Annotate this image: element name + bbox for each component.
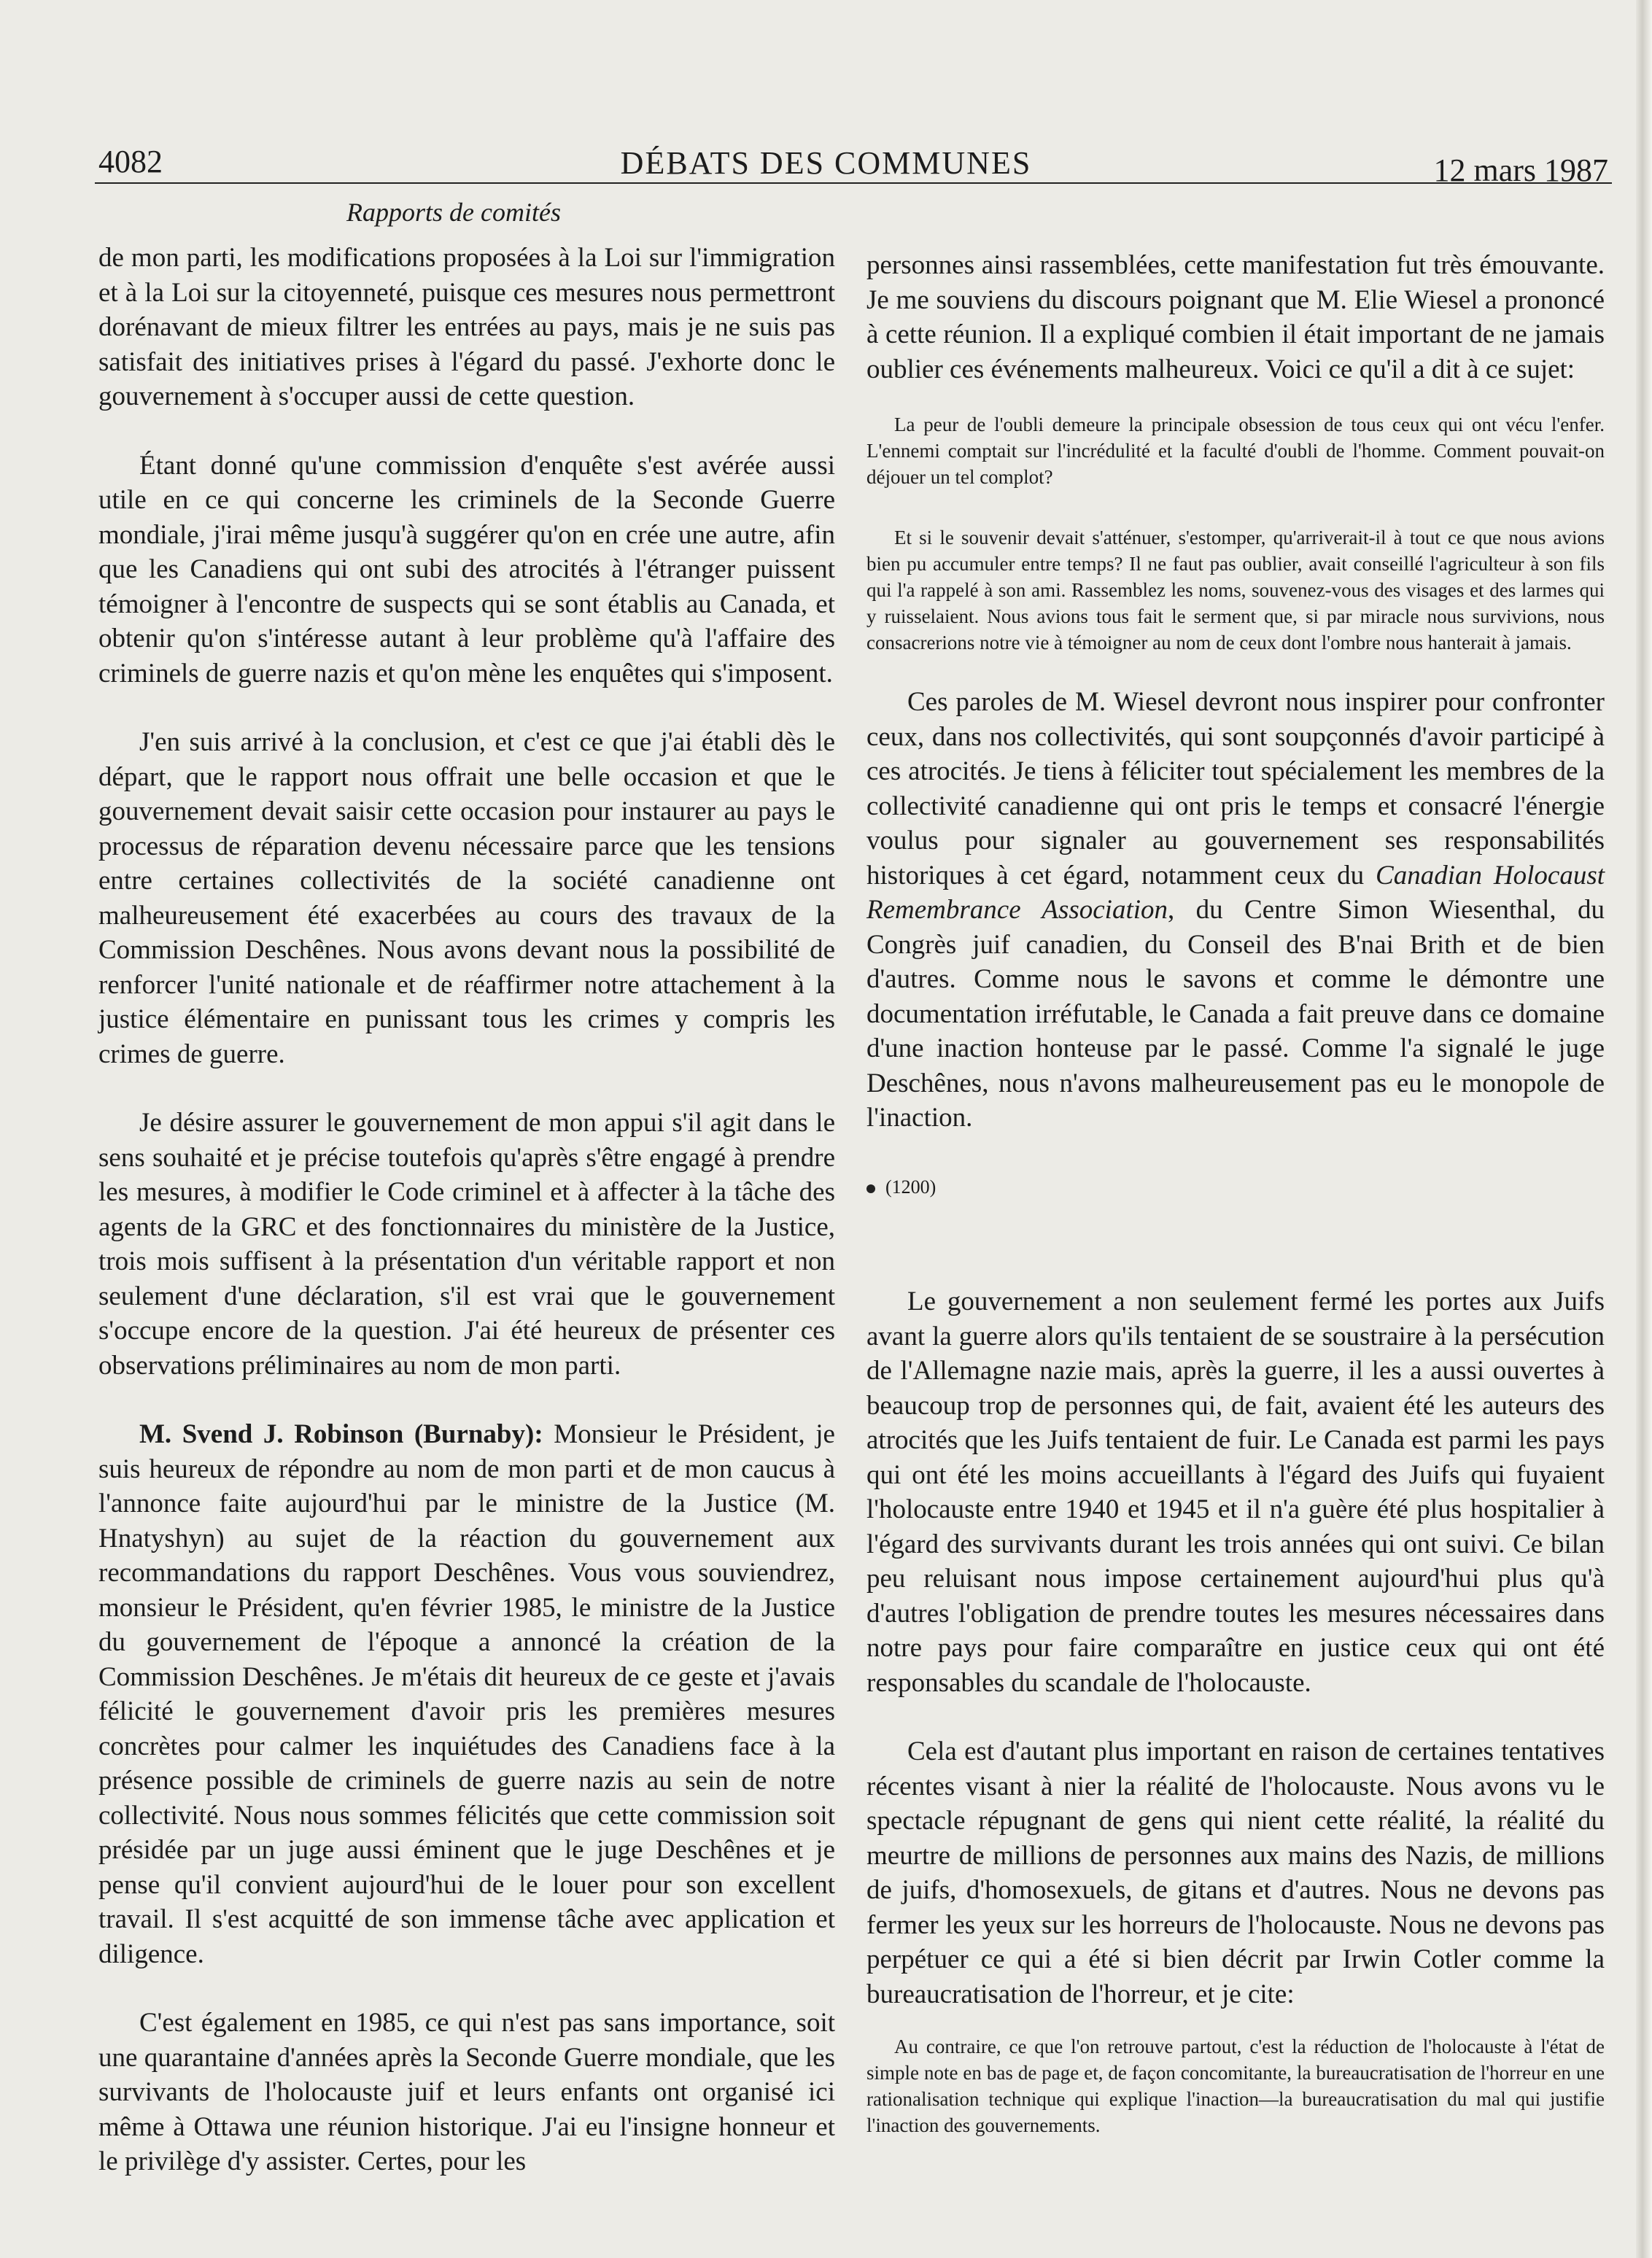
block-quote: La peur de l'oubli demeure la principale obsession de tous ceux qui ont vécu l'enfer. L'ennemi comptait sur l'incrédulité et la faculté d'oubli de l'homme. Comment pouvait-on déjouer un tel complot?: [866, 414, 1605, 488]
paragraph: personnes ainsi rassemblées, cette manifestation fut très émouvante. Je me souviens du discours poignant que M. Elie Wiesel a prononcé à cette réunion. Il a expliqué combien il était important de ne jamais oublier ces événements malheureux. Voici ce qu'il a dit à ce sujet:: [866, 250, 1605, 384]
paragraph: Cela est d'autant plus important en raison de certaines tentatives récentes visant à nier la réalité de l'holocauste. Nous avons vu le spectacle répugnant de gens qui nient cette réalité, la réalité du meurtre de millions de personnes aux mains des Nazis, de millions de juifs, d'homosexuels, de gitans et d'autres. Nous ne devons pas fermer les yeux sur les horreurs de l'holocauste. Nous ne devons pas perpétuer ce qui a été si bien décrit par Irwin Cotler comme la bureaucratisation de l'horreur, et je cite:: [866, 1737, 1605, 2009]
paragraph: Je désire assurer le gouvernement de mon appui s'il agit dans le sens souhaité et je précise toutefois qu'après s'être engagé à prendre les mesures, à modifier le Code criminel et à affecter à la tâche des agents de la GRC et des fonctionnaires du ministère de la Justice, trois mois suffisent à la présentation d'un véritable rapport et non seulement d'une déclaration, s'il est vrai que le gouvernement s'occupe encore de la question. J'ai été heureux de présenter ces observations préliminaires au nom de mon parti.: [98, 1108, 835, 1381]
block-quote: Au contraire, ce que l'on retrouve partout, c'est la réduction de l'holocauste à l'état de simple note en bas de page et, de façon concomitante, la bureaucratisation de l'horreur en une rationalisation technique qui explique l'inaction—la bureaucratisation du mal qui justifie l'inaction des gouvernements.: [866, 2036, 1605, 2136]
page-date: 12 mars 1987: [1433, 152, 1608, 188]
speech-text: Monsieur le Président, je suis heureux de répondre au nom de mon parti et de mon caucus à l'annonce faite aujourd'hui par le ministre de la Justice (M. Hnatyshyn) au sujet de la réaction du gouvernement aux recommandations du rapport Deschênes. Vous vous souviendrez, monsieur le Président, qu'en février 1985, le ministre de la Justice du gouvernement de l'époque a annoncé la création de la Commission Deschênes. Je m'étais dit heureux de ce geste et j'avais félicité le gouvernement d'avoir pris les premières mesures concrètes pour calmer les inquiétudes des Canadiens face à la présence possible de criminels de guerre nazis au sein de notre collectivité. Nous nous sommes félicités que cette commission soit présidée par un juge aussi éminent que le juge Deschênes et je pense qu'il convient aujourd'hui de le louer pour son excellent travail. Il s'est acquitté de son immense tâche avec application et diligence.: [98, 1419, 835, 1969]
left-column: [98, 241, 835, 2214]
paragraph: C'est également en 1985, ce qui n'est pas sans importance, soit une quarantaine d'années après la Seconde Guerre mondiale, que les survivants de l'holocauste juif et leurs enfants ont organisé ici même à Ottawa une réunion historique. J'ai eu l'insigne honneur et le privilège d'y assister. Certes, pour les: [98, 2008, 835, 2176]
right-column: [866, 248, 1605, 2173]
paragraph: J'en suis arrivé à la conclusion, et c'est ce que j'ai établi dès le départ, que le rapport nous offrait une belle occasion et que le gouvernement devait saisir cette occasion pour instaurer au pays le processus de réparation devenu nécessaire parce que les tensions entre certaines collectivités de la société canadienne ont malheureusement été exacerbées au cours des travaux de la Commission Deschênes. Nous avons devant nous la possibilité de renforcer l'unité nationale et de réaffirmer notre attachement à la justice élémentaire en punissant tous les crimes y compris les crimes de guerre.: [98, 727, 835, 1069]
paragraph: Le gouvernement a non seulement fermé les portes aux Juifs avant la guerre alors qu'ils tentaient de se soustraire à la persécution de l'Allemagne nazie mais, après la guerre, il les a aussi ouvertes à beaucoup trop de personnes qui, de fait, avaient été les auteurs des atrocités que les Juifs tentaient de fuir. Le Canada est parmi les pays qui ont été les moins accueillants à l'égard des Juifs qui fuyaient l'holocauste entre 1940 et 1945 et il n'a guère été plus hospitalier à l'égard des survivants durant les trois années qui ont suivi. Ce bilan peu reluisant nous impose certainement aujourd'hui plus qu'à d'autres l'obligation de prendre toutes les mesures nécessaires dans notre pays pour faire comparaître en justice ceux qui ont été responsables du scandale de l'holocauste.: [866, 1287, 1605, 1698]
timestamp: [866, 1170, 1605, 1205]
timestamp-text: (1200): [885, 1176, 936, 1198]
page-number: 4082: [98, 144, 163, 179]
paragraph: Étant donné qu'une commission d'enquête s'est avérée aussi utile en ce qui concerne les criminels de la Seconde Guerre mondiale, j'irai même jusqu'à suggérer qu'on en crée une autre, afin que les Canadiens qui ont subi des atrocités à l'étranger puissent témoigner à l'encontre de suspects qui se sont établis au Canada, et obtenir qu'on s'intéresse autant à leur problème qu'à l'affaire des criminels de guerre nazis et qu'on mène les enquêtes qui s'imposent.: [98, 450, 835, 688]
header-rule: [95, 182, 1612, 184]
organization-name: Canadian Holocaust Remembrance Association: [866, 860, 1605, 925]
bullet-icon: [866, 1184, 875, 1193]
section-title: Rapports de comités: [346, 198, 561, 227]
paragraph-text: Ces paroles de M. Wiesel devront nous inspirer pour confronter ceux, dans nos collectivités, qui sont soupçonnés d'avoir participé à ces atrocités. Je tiens à féliciter tout spécialement les membres de la collectivité canadienne qui ont pris le temps et consacré l'énergie voulus pour signaler au gouvernement ses responsabilités historiques à cet égard, notamment ceux du: [866, 687, 1605, 891]
page-edge-shadow: [1636, 0, 1652, 2258]
paragraph-text: , du Centre Simon Wiesenthal, du Congrès juif canadien, du Conseil des B'nai Brith et de bien d'autres. Comme nous le savons et comme le démontre une documentation irréfutable, le Canada a fait preuve dans ce domaine d'une inaction honteuse par le passé. Comme l'a signalé le juge Deschênes, nous n'avons malheureusement pas eu le monopole de l'inaction.: [866, 895, 1605, 1133]
publication-title: DÉBATS DES COMMUNES: [620, 145, 1032, 181]
speaker-paragraph: [98, 1417, 835, 1971]
paragraph: [866, 685, 1605, 1136]
paragraph: de mon parti, les modifications proposées à la Loi sur l'immigration et à la Loi sur la citoyenneté, puisque ces mesures nous permettront dorénavant de mieux filtrer les entrées au pays, mais je ne suis pas satisfait des initiatives prises à l'égard du passé. J'exhorte donc le gouvernement à s'occuper aussi de cette question.: [98, 243, 835, 411]
speaker-name: M. Svend J. Robinson (Burnaby):: [139, 1419, 543, 1449]
block-quote: Et si le souvenir devait s'atténuer, s'estomper, qu'arriverait-il à tout ce que nous avions bien pu accumuler entre temps? Il ne faut pas oublier, avait conseillé l'agriculteur à son fils qui l'a rappelé à son ami. Rassemblez les noms, souvenez-vous des visages et des larmes qui y ruisselaient. Nous avions tous fait le serment que, si par miracle nous survivions, nous consacrerions notre vie à témoigner au nom de ceux dont l'ombre nous hanterait à jamais.: [866, 527, 1605, 653]
